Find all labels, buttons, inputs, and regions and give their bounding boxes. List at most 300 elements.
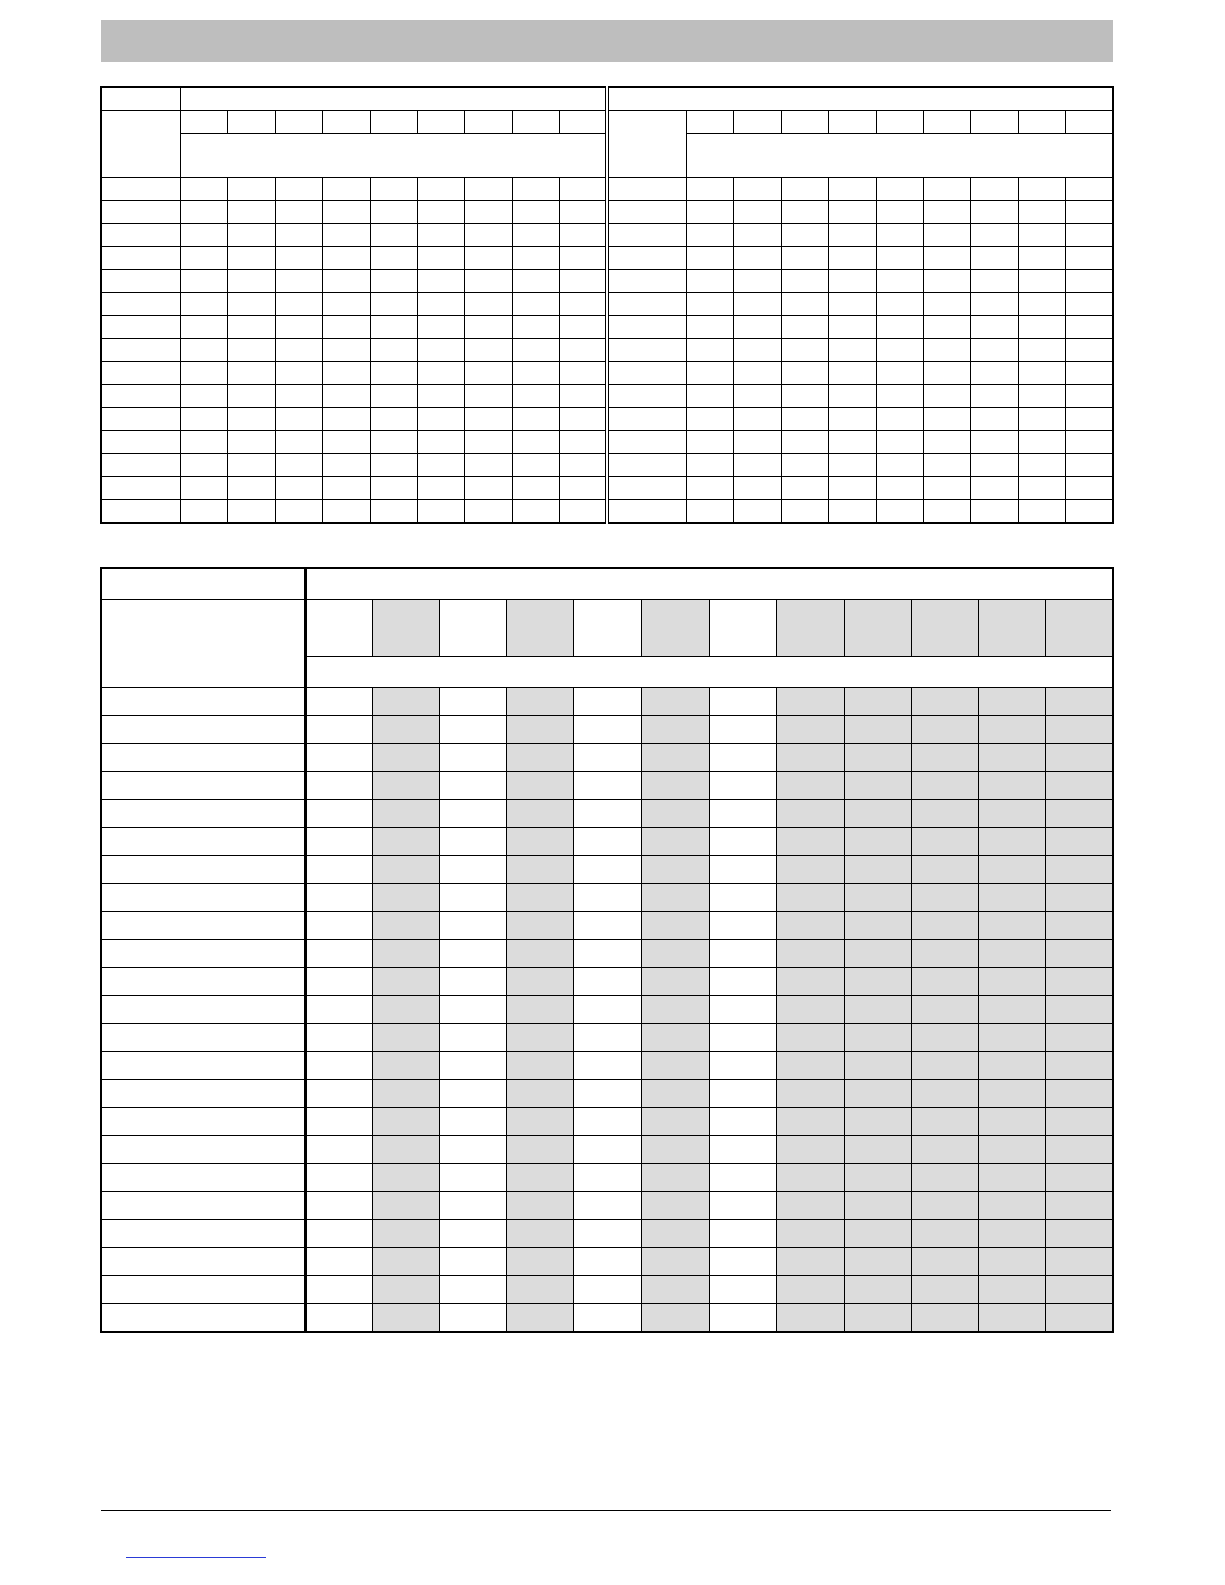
table-row bbox=[101, 431, 1113, 454]
table-cell bbox=[979, 996, 1046, 1024]
table-cell bbox=[1046, 1024, 1113, 1052]
table-cell bbox=[370, 477, 417, 500]
table-cell bbox=[734, 431, 781, 454]
table-cell bbox=[829, 339, 876, 362]
table-cell bbox=[574, 940, 641, 968]
table-cell bbox=[979, 1164, 1046, 1192]
lower-row-label bbox=[101, 940, 305, 968]
table-cell bbox=[912, 772, 979, 800]
table-cell bbox=[781, 201, 828, 224]
table-cell bbox=[181, 362, 228, 385]
table-row bbox=[101, 270, 1113, 293]
table-cell bbox=[971, 408, 1018, 431]
upper-left-row-label bbox=[101, 431, 181, 454]
table-cell bbox=[1065, 270, 1113, 293]
table-cell bbox=[275, 500, 322, 524]
table-cell bbox=[275, 201, 322, 224]
lower-row-label bbox=[101, 1220, 305, 1248]
footer-link[interactable] bbox=[126, 1557, 266, 1558]
table-cell bbox=[465, 500, 512, 524]
table-cell bbox=[574, 912, 641, 940]
table-cell bbox=[1018, 385, 1065, 408]
table-cell bbox=[687, 201, 734, 224]
table-cell bbox=[181, 454, 228, 477]
table-cell bbox=[1065, 316, 1113, 339]
table-cell bbox=[979, 688, 1046, 716]
table-cell bbox=[417, 408, 464, 431]
table-cell bbox=[979, 884, 1046, 912]
table-cell bbox=[1065, 224, 1113, 247]
table-cell bbox=[734, 408, 781, 431]
lower-row-label bbox=[101, 912, 305, 940]
table-cell bbox=[1065, 454, 1113, 477]
table-cell bbox=[776, 688, 844, 716]
table-cell bbox=[574, 688, 641, 716]
table-cell bbox=[971, 385, 1018, 408]
table-cell bbox=[776, 772, 844, 800]
table-cell bbox=[912, 688, 979, 716]
table-cell bbox=[305, 1192, 372, 1220]
table-row bbox=[101, 1052, 1113, 1080]
table-cell bbox=[979, 1052, 1046, 1080]
table-cell bbox=[370, 178, 417, 201]
table-cell bbox=[373, 1304, 440, 1333]
table-cell bbox=[507, 1108, 574, 1136]
table-cell bbox=[323, 477, 370, 500]
table-cell bbox=[776, 744, 844, 772]
table-cell bbox=[844, 1136, 911, 1164]
table-row bbox=[101, 454, 1113, 477]
table-cell bbox=[844, 1164, 911, 1192]
table-cell bbox=[559, 362, 606, 385]
table-cell bbox=[876, 500, 923, 524]
lower-row-label bbox=[101, 856, 305, 884]
table-cell bbox=[829, 385, 876, 408]
table-cell bbox=[687, 408, 734, 431]
table-cell bbox=[373, 856, 440, 884]
table-cell bbox=[465, 385, 512, 408]
table-cell bbox=[1065, 408, 1113, 431]
table-cell bbox=[228, 431, 275, 454]
table-row bbox=[101, 1304, 1113, 1333]
table-cell bbox=[507, 968, 574, 996]
table-cell bbox=[507, 912, 574, 940]
table-cell bbox=[323, 408, 370, 431]
table-cell bbox=[305, 716, 372, 744]
table-cell bbox=[876, 477, 923, 500]
table-cell bbox=[776, 1108, 844, 1136]
table-row bbox=[101, 224, 1113, 247]
table-cell bbox=[465, 316, 512, 339]
table-cell bbox=[1046, 828, 1113, 856]
table-cell bbox=[512, 201, 559, 224]
table-cell bbox=[829, 293, 876, 316]
table-cell bbox=[323, 247, 370, 270]
table-cell bbox=[687, 362, 734, 385]
lower-row-label bbox=[101, 688, 305, 716]
table-cell bbox=[709, 1136, 776, 1164]
lower-row-label bbox=[101, 1248, 305, 1276]
upper-left-label-header bbox=[101, 111, 181, 178]
table-cell bbox=[912, 1136, 979, 1164]
table-cell bbox=[641, 1220, 709, 1248]
lower-column-header-cell bbox=[373, 600, 440, 657]
table-cell bbox=[781, 362, 828, 385]
table-cell bbox=[1065, 362, 1113, 385]
table-cell bbox=[912, 1024, 979, 1052]
table-cell bbox=[275, 385, 322, 408]
table-cell bbox=[734, 247, 781, 270]
table-cell bbox=[1065, 477, 1113, 500]
table-cell bbox=[1018, 477, 1065, 500]
table-cell bbox=[923, 247, 970, 270]
table-cell bbox=[1018, 454, 1065, 477]
table-cell bbox=[776, 968, 844, 996]
table-cell bbox=[776, 1136, 844, 1164]
table-cell bbox=[979, 968, 1046, 996]
table-cell bbox=[181, 178, 228, 201]
table-cell bbox=[912, 912, 979, 940]
table-cell bbox=[829, 408, 876, 431]
table-cell bbox=[829, 477, 876, 500]
table-row bbox=[101, 884, 1113, 912]
table-cell bbox=[465, 408, 512, 431]
table-cell bbox=[709, 1024, 776, 1052]
table-cell bbox=[734, 385, 781, 408]
table-cell bbox=[465, 270, 512, 293]
upper-left-row-label bbox=[101, 270, 181, 293]
table-cell bbox=[709, 940, 776, 968]
table-cell bbox=[1065, 500, 1113, 524]
table-cell bbox=[507, 1304, 574, 1333]
table-cell bbox=[709, 828, 776, 856]
table-cell bbox=[734, 201, 781, 224]
lower-row-label bbox=[101, 1192, 305, 1220]
table-cell bbox=[776, 716, 844, 744]
table-cell bbox=[912, 884, 979, 912]
table-cell bbox=[781, 454, 828, 477]
table-cell bbox=[709, 1220, 776, 1248]
table-cell bbox=[507, 772, 574, 800]
table-row bbox=[101, 912, 1113, 940]
table-cell bbox=[687, 270, 734, 293]
lower-header-row bbox=[101, 568, 1113, 600]
table-cell bbox=[971, 293, 1018, 316]
table-cell bbox=[275, 270, 322, 293]
table-cell bbox=[559, 178, 606, 201]
lower-row-label bbox=[101, 1108, 305, 1136]
upper-subheader-cell bbox=[1065, 111, 1113, 134]
table-row bbox=[101, 1192, 1113, 1220]
table-cell bbox=[844, 1248, 911, 1276]
table-cell bbox=[829, 224, 876, 247]
table-cell bbox=[844, 1192, 911, 1220]
table-cell bbox=[876, 178, 923, 201]
table-cell bbox=[373, 1080, 440, 1108]
table-cell bbox=[574, 772, 641, 800]
table-cell bbox=[373, 744, 440, 772]
lower-span-cell bbox=[305, 657, 1113, 688]
table-row bbox=[101, 201, 1113, 224]
lower-row-label bbox=[101, 1024, 305, 1052]
table-cell bbox=[228, 362, 275, 385]
table-cell bbox=[440, 1248, 507, 1276]
table-cell bbox=[574, 1276, 641, 1304]
table-cell bbox=[417, 339, 464, 362]
upper-subheader-row bbox=[101, 111, 1113, 134]
lower-corner-cell bbox=[101, 568, 305, 600]
table-cell bbox=[373, 1248, 440, 1276]
upper-right-row-label bbox=[607, 247, 687, 270]
table-row bbox=[101, 1164, 1113, 1192]
table-row bbox=[101, 1220, 1113, 1248]
table-cell bbox=[876, 454, 923, 477]
table-cell bbox=[370, 316, 417, 339]
lower-row-label bbox=[101, 1304, 305, 1333]
table-cell bbox=[181, 247, 228, 270]
table-cell bbox=[734, 477, 781, 500]
table-cell bbox=[709, 744, 776, 772]
lower-row-label bbox=[101, 968, 305, 996]
table-cell bbox=[373, 996, 440, 1024]
table-cell bbox=[559, 293, 606, 316]
table-cell bbox=[1046, 1192, 1113, 1220]
table-cell bbox=[507, 1136, 574, 1164]
table-cell bbox=[228, 178, 275, 201]
table-cell bbox=[876, 362, 923, 385]
lower-row-label bbox=[101, 800, 305, 828]
table-cell bbox=[776, 856, 844, 884]
table-cell bbox=[440, 884, 507, 912]
table-cell bbox=[687, 178, 734, 201]
upper-left-row-label bbox=[101, 500, 181, 524]
table-cell bbox=[641, 800, 709, 828]
table-cell bbox=[781, 431, 828, 454]
table-cell bbox=[181, 385, 228, 408]
table-row bbox=[101, 339, 1113, 362]
table-cell bbox=[228, 500, 275, 524]
table-cell bbox=[512, 316, 559, 339]
upper-subheader-cell bbox=[559, 111, 606, 134]
table-cell bbox=[512, 270, 559, 293]
table-cell bbox=[574, 1052, 641, 1080]
table-cell bbox=[979, 1080, 1046, 1108]
table-row bbox=[101, 996, 1113, 1024]
upper-left-row-label bbox=[101, 178, 181, 201]
table-cell bbox=[687, 477, 734, 500]
table-cell bbox=[1046, 1248, 1113, 1276]
table-cell bbox=[687, 247, 734, 270]
table-cell bbox=[373, 1276, 440, 1304]
table-cell bbox=[305, 744, 372, 772]
table-cell bbox=[507, 1024, 574, 1052]
table-cell bbox=[370, 431, 417, 454]
table-cell bbox=[829, 201, 876, 224]
table-cell bbox=[1065, 247, 1113, 270]
table-cell bbox=[305, 968, 372, 996]
table-cell bbox=[574, 1248, 641, 1276]
table-cell bbox=[440, 688, 507, 716]
lower-row-label bbox=[101, 716, 305, 744]
table-cell bbox=[440, 1192, 507, 1220]
table-cell bbox=[323, 316, 370, 339]
table-cell bbox=[1065, 431, 1113, 454]
table-cell bbox=[370, 385, 417, 408]
table-cell bbox=[275, 178, 322, 201]
table-cell bbox=[373, 884, 440, 912]
upper-right-row-label bbox=[607, 270, 687, 293]
table-cell bbox=[844, 1080, 911, 1108]
upper-left-row-label bbox=[101, 201, 181, 224]
table-cell bbox=[181, 224, 228, 247]
table-cell bbox=[512, 224, 559, 247]
table-cell bbox=[465, 454, 512, 477]
upper-left-row-label bbox=[101, 454, 181, 477]
table-cell bbox=[465, 178, 512, 201]
table-cell bbox=[228, 477, 275, 500]
table-cell bbox=[829, 247, 876, 270]
table-cell bbox=[844, 968, 911, 996]
table-cell bbox=[574, 1108, 641, 1136]
table-cell bbox=[844, 856, 911, 884]
table-cell bbox=[370, 201, 417, 224]
table-cell bbox=[1018, 500, 1065, 524]
lower-group-header bbox=[305, 568, 1113, 600]
upper-subheader-cell bbox=[228, 111, 275, 134]
lower-row-label bbox=[101, 1164, 305, 1192]
table-cell bbox=[844, 940, 911, 968]
table-cell bbox=[979, 940, 1046, 968]
table-cell bbox=[417, 454, 464, 477]
table-cell bbox=[305, 1080, 372, 1108]
table-cell bbox=[275, 408, 322, 431]
table-cell bbox=[512, 178, 559, 201]
table-cell bbox=[829, 500, 876, 524]
table-cell bbox=[228, 247, 275, 270]
upper-subheader-cell bbox=[829, 111, 876, 134]
table-cell bbox=[370, 293, 417, 316]
table-cell bbox=[181, 500, 228, 524]
table-cell bbox=[687, 385, 734, 408]
table-cell bbox=[440, 1052, 507, 1080]
table-cell bbox=[370, 362, 417, 385]
table-cell bbox=[844, 828, 911, 856]
table-cell bbox=[734, 454, 781, 477]
table-cell bbox=[574, 996, 641, 1024]
table-cell bbox=[559, 500, 606, 524]
lower-column-header-cell bbox=[844, 600, 911, 657]
table-cell bbox=[709, 1108, 776, 1136]
table-cell bbox=[465, 339, 512, 362]
table-cell bbox=[641, 772, 709, 800]
lower-row-label bbox=[101, 884, 305, 912]
table-cell bbox=[912, 856, 979, 884]
table-cell bbox=[734, 339, 781, 362]
table-cell bbox=[709, 716, 776, 744]
table-cell bbox=[373, 828, 440, 856]
table-cell bbox=[641, 1024, 709, 1052]
table-cell bbox=[912, 1276, 979, 1304]
table-row bbox=[101, 688, 1113, 716]
table-cell bbox=[373, 912, 440, 940]
table-cell bbox=[1065, 339, 1113, 362]
table-cell bbox=[912, 744, 979, 772]
table-cell bbox=[507, 856, 574, 884]
table-cell bbox=[440, 940, 507, 968]
table-cell bbox=[559, 339, 606, 362]
lower-row-label bbox=[101, 1052, 305, 1080]
lower-column-header-cell bbox=[709, 600, 776, 657]
table-cell bbox=[829, 362, 876, 385]
table-cell bbox=[709, 688, 776, 716]
table-cell bbox=[305, 912, 372, 940]
lower-column-header-cell bbox=[305, 600, 372, 657]
table-cell bbox=[776, 1024, 844, 1052]
table-cell bbox=[844, 1024, 911, 1052]
upper-right-row-label bbox=[607, 385, 687, 408]
table-cell bbox=[373, 800, 440, 828]
lower-column-header-cell bbox=[440, 600, 507, 657]
table-cell bbox=[923, 224, 970, 247]
table-cell bbox=[323, 293, 370, 316]
upper-right-span-cell bbox=[687, 134, 1113, 178]
table-cell bbox=[776, 800, 844, 828]
table-cell bbox=[923, 500, 970, 524]
table-cell bbox=[417, 224, 464, 247]
table-cell bbox=[641, 968, 709, 996]
table-row bbox=[101, 408, 1113, 431]
table-cell bbox=[979, 1136, 1046, 1164]
table-cell bbox=[781, 270, 828, 293]
table-row bbox=[101, 477, 1113, 500]
upper-right-row-label bbox=[607, 224, 687, 247]
upper-grid-table bbox=[100, 86, 1114, 524]
lower-row-label bbox=[101, 772, 305, 800]
table-cell bbox=[844, 744, 911, 772]
table-cell bbox=[440, 1080, 507, 1108]
table-cell bbox=[912, 1220, 979, 1248]
table-cell bbox=[912, 940, 979, 968]
table-cell bbox=[1046, 744, 1113, 772]
table-row bbox=[101, 744, 1113, 772]
table-cell bbox=[440, 1304, 507, 1333]
table-cell bbox=[559, 270, 606, 293]
table-row bbox=[101, 856, 1113, 884]
table-cell bbox=[979, 1108, 1046, 1136]
table-cell bbox=[776, 912, 844, 940]
table-cell bbox=[574, 856, 641, 884]
upper-right-label-header bbox=[607, 111, 687, 178]
table-cell bbox=[923, 362, 970, 385]
table-cell bbox=[776, 1080, 844, 1108]
table-cell bbox=[181, 270, 228, 293]
table-row bbox=[101, 1248, 1113, 1276]
table-cell bbox=[912, 1108, 979, 1136]
table-cell bbox=[440, 800, 507, 828]
table-cell bbox=[709, 1052, 776, 1080]
table-cell bbox=[1046, 968, 1113, 996]
table-cell bbox=[923, 454, 970, 477]
table-cell bbox=[512, 431, 559, 454]
table-cell bbox=[1018, 247, 1065, 270]
table-cell bbox=[971, 270, 1018, 293]
table-cell bbox=[641, 716, 709, 744]
table-cell bbox=[971, 431, 1018, 454]
table-cell bbox=[776, 1276, 844, 1304]
table-cell bbox=[1046, 772, 1113, 800]
table-row bbox=[101, 1108, 1113, 1136]
table-cell bbox=[370, 247, 417, 270]
